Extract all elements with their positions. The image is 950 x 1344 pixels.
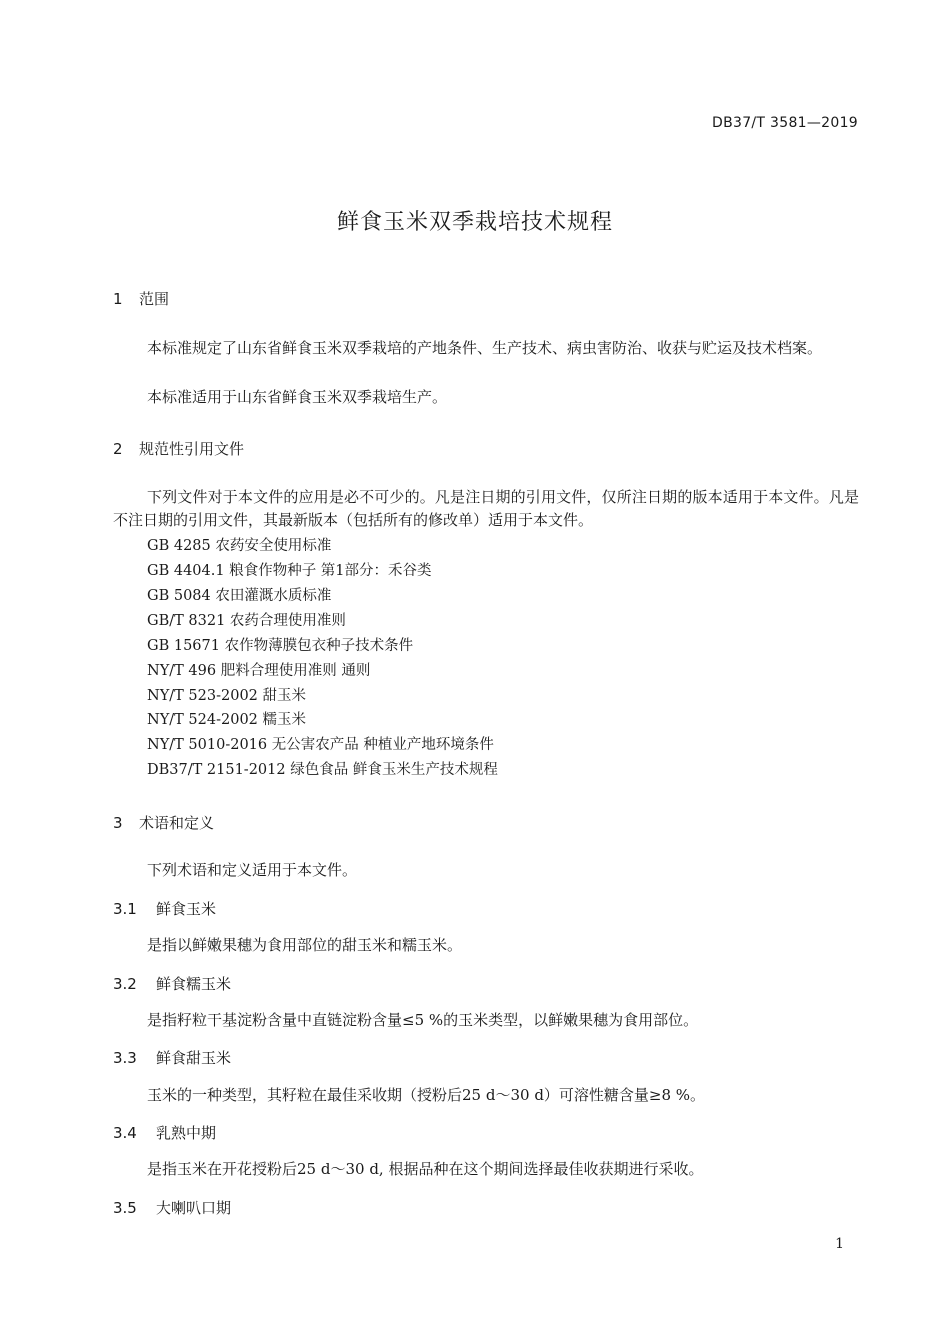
term-3-4-definition: 是指玉米在开花授粉后25 d～30 d, 根据品种在这个期间选择最佳收获期进行采收。 [147,1160,704,1178]
reference-item: NY/T 496 肥料合理使用准则 通则 [147,663,371,679]
reference-item: NY/T 523-2002 甜玉米 [147,688,307,704]
section-title: 术语和定义 [139,814,215,832]
term-3-5-heading [113,1197,231,1218]
reference-item: GB 4285 农药安全使用标准 [147,538,332,554]
term-3-2-heading [113,973,231,994]
reference-item: GB 4404.1 粮食作物种子 第1部分：禾谷类 [147,563,432,579]
term-number: 3.4 [113,1124,137,1142]
section-2-heading [113,438,244,459]
term-number: 3.2 [113,975,137,993]
reference-item: DB37/T 2151-2012 绿色食品 鲜食玉米生产技术规程 [147,762,498,778]
term-title: 乳熟中期 [156,1124,217,1142]
section-number: 2 [113,440,123,458]
section-title: 规范性引用文件 [139,440,245,458]
section-number: 1 [113,290,123,308]
reference-item: GB/T 8321 农药合理使用准则 [147,613,346,629]
reference-item: GB 15671 农作物薄膜包衣种子技术条件 [147,638,414,654]
term-3-1-heading [113,898,216,919]
term-number: 3.3 [113,1049,137,1067]
section-3-heading [113,812,214,833]
term-number: 3.5 [113,1199,137,1217]
term-3-1-definition: 是指以鲜嫩果穗为食用部位的甜玉米和糯玉米。 [147,936,463,954]
section-1-heading [113,288,169,309]
section-1-paragraph-1: 本标准规定了山东省鲜食玉米双季栽培的产地条件、生产技术、病虫害防治、收获与贮运及技术档案。 [147,339,823,357]
term-number: 3.1 [113,900,137,918]
page-number: 1 [835,1236,844,1252]
section-3-paragraph-1: 下列术语和定义适用于本文件。 [147,861,358,879]
term-3-4-heading [113,1122,216,1143]
term-title: 大喇叭口期 [156,1199,232,1217]
section-title: 范围 [139,290,170,308]
reference-item: GB 5084 农田灌溉水质标准 [147,588,332,604]
term-title: 鲜食甜玉米 [156,1049,232,1067]
term-3-2-definition: 是指籽粒干基淀粉含量中直链淀粉含量≤5 %的玉米类型，以鲜嫩果穗为食用部位。 [147,1011,699,1029]
section-number: 3 [113,814,123,832]
section-1-paragraph-2: 本标准适用于山东省鲜食玉米双季栽培生产。 [147,388,448,406]
term-title: 鲜食玉米 [156,900,217,918]
term-3-3-heading [113,1047,231,1068]
reference-item: NY/T 5010-2016 无公害农产品 种植业产地环境条件 [147,737,494,753]
section-2-paragraph-1: 下列文件对于本文件的应用是必不可少的。凡是注日期的引用文件，仅所注日期的版本适用于本文件。凡是不注日期的引用文件，其最新版本（包括所有的修改单）适用于本文件。 [113,488,859,529]
term-3-3-definition: 玉米的一种类型，其籽粒在最佳采收期（授粉后25 d～30 d）可溶性糖含量≥8 %。 [147,1086,706,1104]
reference-item: NY/T 524-2002 糯玉米 [147,712,307,728]
document-title: 鲜食玉米双季栽培技术规程 [336,210,613,235]
term-title: 鲜食糯玉米 [156,975,232,993]
standard-code: DB37/T 3581—2019 [712,115,858,131]
